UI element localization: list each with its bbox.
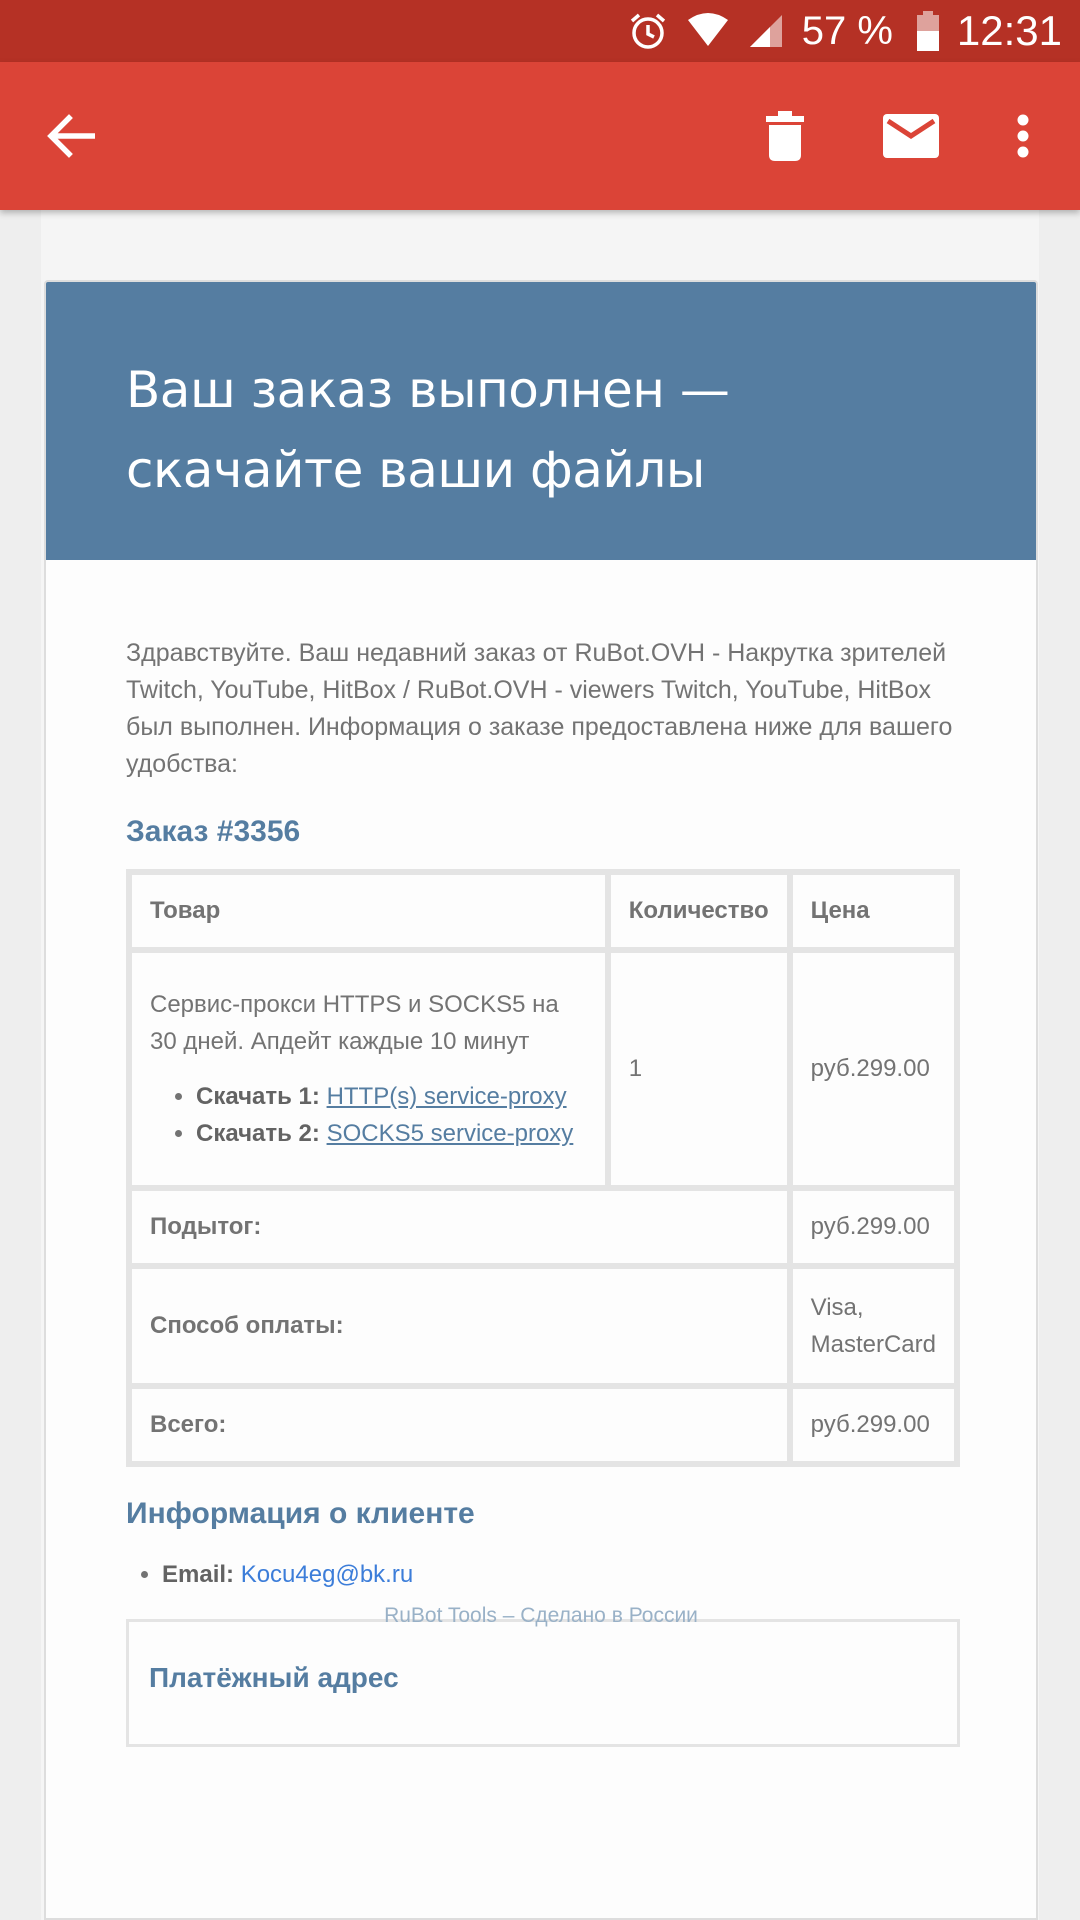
header-price: Цена (790, 872, 957, 950)
email-header (46, 282, 1036, 560)
client-email-link[interactable]: Kocu4eg@bk.ru (240, 1561, 414, 1588)
delete-icon (766, 111, 804, 161)
payment-method-label: Способ оплаты: (129, 1266, 790, 1386)
subtotal-label: Подытог: (129, 1188, 790, 1266)
total-value: руб.299.00 (790, 1386, 957, 1464)
status-bar (0, 0, 1080, 62)
order-title: Заказ #3356 (126, 815, 301, 848)
download-link-https[interactable]: HTTP(s) service-proxy (326, 1083, 567, 1110)
product-name: Сервис-прокси HTTPS и SOCKS5 на 30 дней. Апдейт каждые 10 минут (150, 991, 559, 1055)
table-row (129, 950, 957, 1188)
client-info-title: Информация о клиенте (126, 1497, 475, 1530)
battery-icon (917, 11, 939, 51)
header-product: Товар (129, 872, 608, 950)
quantity-cell: 1 (608, 950, 790, 1188)
mark-unread-button[interactable] (856, 62, 966, 210)
back-button[interactable] (16, 62, 126, 210)
download-link-socks5[interactable]: SOCKS5 service-proxy (326, 1120, 574, 1147)
alarm-icon (628, 11, 668, 51)
download-list (196, 1078, 587, 1152)
download-label: Скачать 1: (196, 1083, 320, 1110)
more-vert-icon (1017, 114, 1029, 158)
billing-address-title: Платёжный адрес (149, 1662, 399, 1693)
app-bar (0, 62, 1080, 210)
order-table (126, 869, 960, 1467)
product-cell (129, 950, 608, 1188)
payment-method-row (129, 1266, 957, 1386)
client-info-list (162, 1561, 956, 1589)
total-label: Всего: (129, 1386, 790, 1464)
billing-address-box (126, 1619, 960, 1747)
table-header-row (129, 872, 957, 950)
email-label: Email: (162, 1561, 235, 1588)
list-item (196, 1115, 587, 1152)
download-label: Скачать 2: (196, 1120, 320, 1147)
battery-percent: 57 % (801, 8, 893, 53)
email-footer: RuBot Tools – Сделано в России (384, 1604, 698, 1627)
subtotal-value: руб.299.00 (790, 1188, 957, 1266)
wifi-icon (686, 12, 730, 50)
list-item (162, 1561, 956, 1589)
subtotal-row (129, 1188, 957, 1266)
payment-method-value: Visa, MasterCard (790, 1266, 957, 1386)
email-title: Ваш заказ выполнен — скачайте ваши файлы (126, 361, 730, 499)
list-item (196, 1078, 587, 1115)
email-container (44, 280, 1038, 1920)
email-body (46, 560, 1036, 1747)
more-options-button[interactable] (968, 62, 1078, 210)
mail-icon (883, 114, 939, 158)
intro-text: Здравствуйте. Ваш недавний заказ от RuBot.OVH - Накрутка зрителей Twitch, YouTube, HitBox / RuBot.OVH - viewers Twitch, YouTube, HitBox был выполнен. Информация о заказе предоставлена ниже для вашего удобства: (126, 639, 953, 778)
back-arrow-icon (47, 114, 95, 158)
total-row (129, 1386, 957, 1464)
signal-icon (748, 13, 784, 49)
price-cell: руб.299.00 (790, 950, 957, 1188)
delete-button[interactable] (730, 62, 840, 210)
status-time: 12:31 (956, 7, 1062, 54)
header-quantity: Количество (608, 872, 790, 950)
